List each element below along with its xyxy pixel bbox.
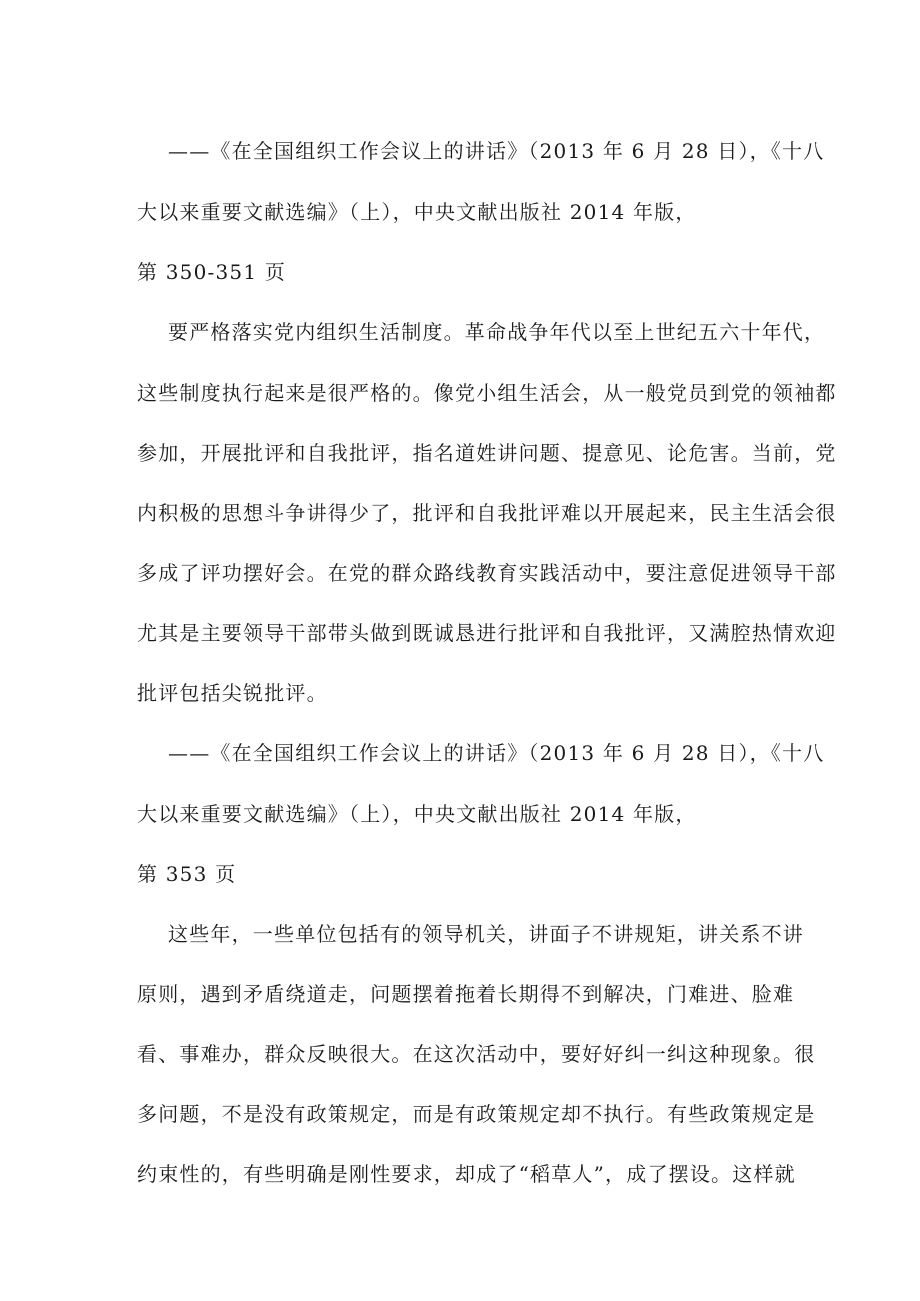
paragraph-2-line-3: 看、事难办，群众反映很大。在这次活动中，要好好纠一纠这种现象。很 bbox=[137, 1042, 816, 1066]
paragraph-2-line-2: 原则，遇到矛盾绕道走，问题摆着拖着长期得不到解决，门难进、脸难 bbox=[137, 982, 795, 1006]
citation-page-ref: 第 350-351 页 bbox=[137, 260, 287, 284]
paragraph-1-line-6: 尤其是主要领导干部带头做到既诚恳进行批评和自我批评，又满腔热情欢迎 bbox=[137, 621, 837, 645]
paragraph-1-line-4: 内积极的思想斗争讲得少了，批评和自我批评难以开展起来，民主生活会很 bbox=[137, 501, 837, 525]
paragraph-2-line-1: 这些年，一些单位包括有的领导机关，讲面子不讲规矩，讲关系不讲 bbox=[168, 922, 804, 946]
paragraph-1-line-5: 多成了评功摆好会。在党的群众路线教育实践活动中，要注意促进领导干部 bbox=[137, 561, 837, 585]
paragraph-1-line-1: 要严格落实党内组织生活制度。革命战争年代以至上世纪五六十年代， bbox=[168, 320, 826, 344]
citation-line-2: 大以来重要文献选编》（上），中央文献出版社 2014 年版， bbox=[137, 200, 697, 224]
citation-2-line-1: ——《在全国组织工作会议上的讲话》（2013 年 6 月 28 日），《十八 bbox=[168, 741, 825, 765]
paragraph-2-line-4: 多问题，不是没有政策规定，而是有政策规定却不执行。有些政策规定是 bbox=[137, 1102, 816, 1126]
citation-2-line-2: 大以来重要文献选编》（上），中央文献出版社 2014 年版， bbox=[137, 802, 697, 826]
citation-line-1: ——《在全国组织工作会议上的讲话》（2013 年 6 月 28 日），《十八 bbox=[168, 139, 825, 163]
paragraph-1-line-2: 这些制度执行起来是很严格的。像党小组生活会，从一般党员到党的领袖都 bbox=[137, 381, 837, 405]
paragraph-1-line-3: 参加，开展批评和自我批评，指名道姓讲问题、提意见、论危害。当前，党 bbox=[137, 441, 837, 465]
citation-2-page-ref: 第 353 页 bbox=[137, 862, 237, 886]
paragraph-2-line-5: 约束性的，有些明确是刚性要求，却成了“稻草人”，成了摆设。这样就 bbox=[137, 1162, 796, 1186]
paragraph-1-line-7: 批评包括尖锐批评。 bbox=[137, 681, 328, 705]
